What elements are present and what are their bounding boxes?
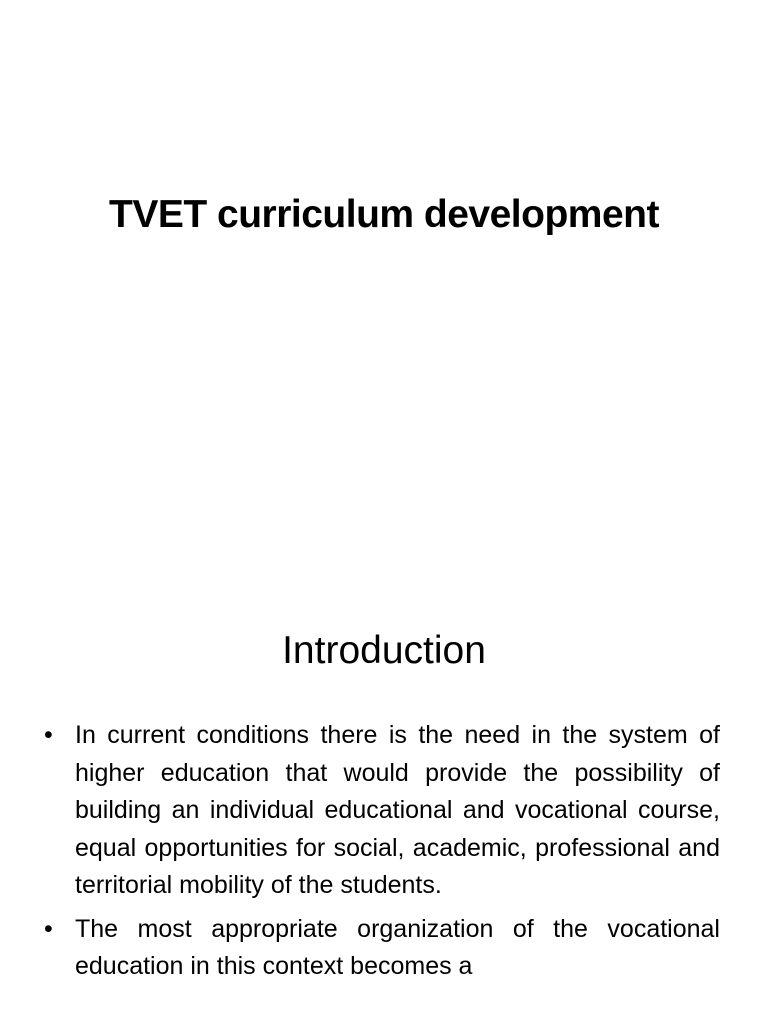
bullet-item [44, 911, 720, 986]
slide-title: TVET curriculum development [109, 193, 659, 236]
bullet-icon: • [44, 721, 53, 749]
bullet-item [44, 717, 720, 905]
slide-heading: Introduction [282, 629, 486, 672]
introduction-slide [0, 576, 768, 1024]
bullet-list [44, 717, 720, 992]
bullet-text: In current conditions there is the need in the system of higher education that would provide the possibility of building an individual educational and vocational course, equal opportunities for social, academic, professional and territorial mobility of the students. [75, 721, 720, 899]
bullet-text: The most appropriate organization of the vocational education in this context becomes a [75, 914, 720, 980]
bullet-icon: • [44, 914, 53, 943]
